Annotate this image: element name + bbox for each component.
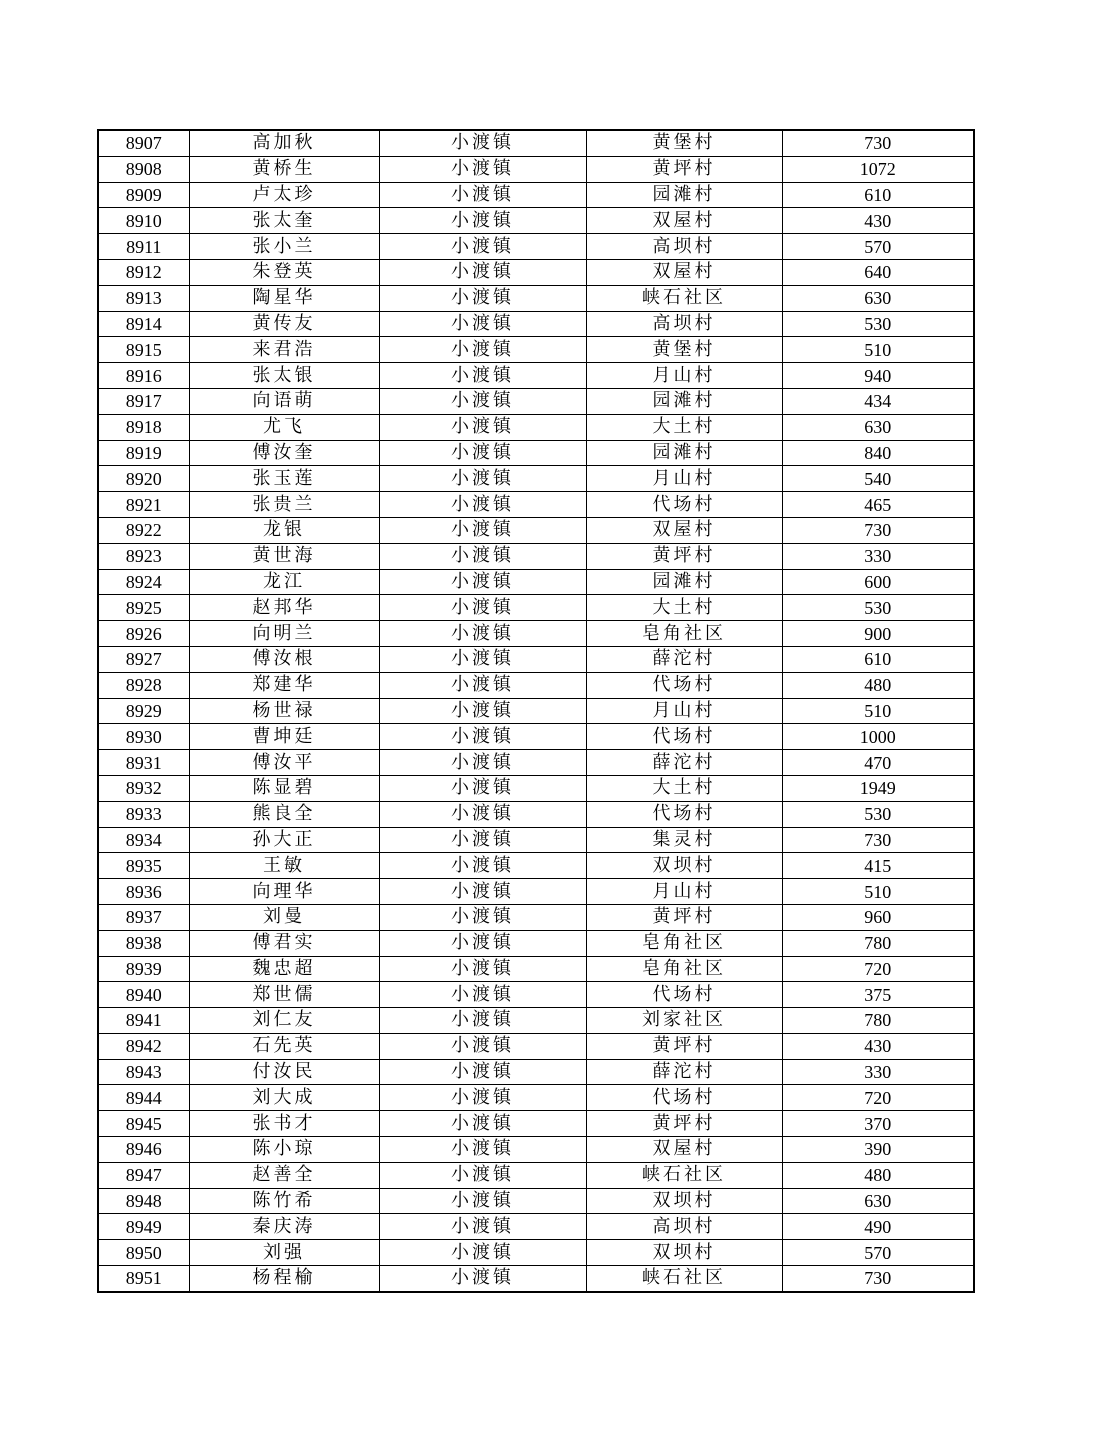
person-name-cell: 刘曼 xyxy=(189,904,379,930)
amount-cell: 960 xyxy=(782,904,974,930)
row-number-cell: 8920 xyxy=(98,466,189,492)
person-name-cell: 傅君实 xyxy=(189,930,379,956)
town-cell: 小渡镇 xyxy=(379,156,586,182)
town-cell: 小渡镇 xyxy=(379,646,586,672)
row-number-cell: 8936 xyxy=(98,879,189,905)
person-name-cell: 孙大正 xyxy=(189,827,379,853)
person-name-cell: 陈小琼 xyxy=(189,1137,379,1163)
row-number-cell: 8925 xyxy=(98,595,189,621)
town-cell: 小渡镇 xyxy=(379,750,586,776)
town-cell: 小渡镇 xyxy=(379,930,586,956)
amount-cell: 1000 xyxy=(782,724,974,750)
amount-cell: 840 xyxy=(782,440,974,466)
person-name-cell: 刘仁友 xyxy=(189,1008,379,1034)
person-name-cell: 曹坤廷 xyxy=(189,724,379,750)
row-number-cell: 8940 xyxy=(98,982,189,1008)
row-number-cell: 8927 xyxy=(98,646,189,672)
town-cell: 小渡镇 xyxy=(379,904,586,930)
village-cell: 代场村 xyxy=(586,492,782,518)
amount-cell: 530 xyxy=(782,595,974,621)
amount-cell: 480 xyxy=(782,672,974,698)
village-cell: 黄堡村 xyxy=(586,337,782,363)
person-name-cell: 张书才 xyxy=(189,1111,379,1137)
table-row xyxy=(98,208,974,234)
town-cell: 小渡镇 xyxy=(379,827,586,853)
village-cell: 薛沱村 xyxy=(586,646,782,672)
table-row xyxy=(98,1059,974,1085)
person-name-cell: 来君浩 xyxy=(189,337,379,363)
amount-cell: 430 xyxy=(782,208,974,234)
table-row xyxy=(98,569,974,595)
town-cell: 小渡镇 xyxy=(379,466,586,492)
amount-cell: 780 xyxy=(782,1008,974,1034)
amount-cell: 730 xyxy=(782,827,974,853)
town-cell: 小渡镇 xyxy=(379,208,586,234)
table-row xyxy=(98,156,974,182)
person-name-cell: 向明兰 xyxy=(189,621,379,647)
person-name-cell: 张太银 xyxy=(189,363,379,389)
village-cell: 代场村 xyxy=(586,672,782,698)
person-name-cell: 傅汝奎 xyxy=(189,440,379,466)
town-cell: 小渡镇 xyxy=(379,1033,586,1059)
amount-cell: 630 xyxy=(782,1188,974,1214)
town-cell: 小渡镇 xyxy=(379,130,586,156)
amount-cell: 1949 xyxy=(782,775,974,801)
person-name-cell: 卢太珍 xyxy=(189,182,379,208)
village-cell: 高坝村 xyxy=(586,311,782,337)
roster-table-body xyxy=(98,130,974,1292)
village-cell: 双坝村 xyxy=(586,1240,782,1266)
town-cell: 小渡镇 xyxy=(379,1240,586,1266)
amount-cell: 630 xyxy=(782,414,974,440)
village-cell: 双屋村 xyxy=(586,259,782,285)
table-row xyxy=(98,543,974,569)
table-row xyxy=(98,827,974,853)
amount-cell: 610 xyxy=(782,182,974,208)
table-row xyxy=(98,1266,974,1292)
row-number-cell: 8918 xyxy=(98,414,189,440)
table-row xyxy=(98,363,974,389)
table-row xyxy=(98,492,974,518)
village-cell: 园滩村 xyxy=(586,182,782,208)
person-name-cell: 张贵兰 xyxy=(189,492,379,518)
row-number-cell: 8916 xyxy=(98,363,189,389)
row-number-cell: 8914 xyxy=(98,311,189,337)
amount-cell: 370 xyxy=(782,1111,974,1137)
person-name-cell: 向理华 xyxy=(189,879,379,905)
amount-cell: 1072 xyxy=(782,156,974,182)
town-cell: 小渡镇 xyxy=(379,879,586,905)
town-cell: 小渡镇 xyxy=(379,337,586,363)
table-row xyxy=(98,750,974,776)
village-cell: 薛沱村 xyxy=(586,750,782,776)
town-cell: 小渡镇 xyxy=(379,621,586,647)
town-cell: 小渡镇 xyxy=(379,1188,586,1214)
table-row xyxy=(98,414,974,440)
person-name-cell: 石先英 xyxy=(189,1033,379,1059)
village-cell: 皂角社区 xyxy=(586,930,782,956)
village-cell: 黄坪村 xyxy=(586,904,782,930)
person-name-cell: 龙银 xyxy=(189,517,379,543)
person-name-cell: 龙江 xyxy=(189,569,379,595)
row-number-cell: 8932 xyxy=(98,775,189,801)
person-name-cell: 高加秋 xyxy=(189,130,379,156)
village-cell: 皂角社区 xyxy=(586,621,782,647)
person-name-cell: 王敏 xyxy=(189,853,379,879)
town-cell: 小渡镇 xyxy=(379,311,586,337)
amount-cell: 490 xyxy=(782,1214,974,1240)
row-number-cell: 8941 xyxy=(98,1008,189,1034)
town-cell: 小渡镇 xyxy=(379,775,586,801)
row-number-cell: 8910 xyxy=(98,208,189,234)
row-number-cell: 8939 xyxy=(98,956,189,982)
town-cell: 小渡镇 xyxy=(379,414,586,440)
amount-cell: 530 xyxy=(782,311,974,337)
village-cell: 大土村 xyxy=(586,775,782,801)
amount-cell: 430 xyxy=(782,1033,974,1059)
row-number-cell: 8922 xyxy=(98,517,189,543)
table-row xyxy=(98,621,974,647)
amount-cell: 330 xyxy=(782,1059,974,1085)
town-cell: 小渡镇 xyxy=(379,1214,586,1240)
amount-cell: 415 xyxy=(782,853,974,879)
town-cell: 小渡镇 xyxy=(379,801,586,827)
roster-table xyxy=(97,129,975,1293)
person-name-cell: 赵善全 xyxy=(189,1162,379,1188)
row-number-cell: 8921 xyxy=(98,492,189,518)
town-cell: 小渡镇 xyxy=(379,672,586,698)
table-row xyxy=(98,285,974,311)
row-number-cell: 8929 xyxy=(98,698,189,724)
town-cell: 小渡镇 xyxy=(379,543,586,569)
town-cell: 小渡镇 xyxy=(379,956,586,982)
row-number-cell: 8951 xyxy=(98,1266,189,1292)
town-cell: 小渡镇 xyxy=(379,388,586,414)
person-name-cell: 张太奎 xyxy=(189,208,379,234)
amount-cell: 720 xyxy=(782,1085,974,1111)
table-row xyxy=(98,1162,974,1188)
village-cell: 双屋村 xyxy=(586,517,782,543)
village-cell: 黄坪村 xyxy=(586,156,782,182)
person-name-cell: 赵邦华 xyxy=(189,595,379,621)
village-cell: 刘家社区 xyxy=(586,1008,782,1034)
village-cell: 双屋村 xyxy=(586,208,782,234)
row-number-cell: 8933 xyxy=(98,801,189,827)
table-row xyxy=(98,1188,974,1214)
row-number-cell: 8950 xyxy=(98,1240,189,1266)
table-row xyxy=(98,517,974,543)
table-row xyxy=(98,440,974,466)
table-row xyxy=(98,801,974,827)
village-cell: 月山村 xyxy=(586,698,782,724)
amount-cell: 480 xyxy=(782,1162,974,1188)
table-row xyxy=(98,1008,974,1034)
town-cell: 小渡镇 xyxy=(379,1059,586,1085)
row-number-cell: 8924 xyxy=(98,569,189,595)
amount-cell: 630 xyxy=(782,285,974,311)
row-number-cell: 8915 xyxy=(98,337,189,363)
row-number-cell: 8942 xyxy=(98,1033,189,1059)
table-row xyxy=(98,259,974,285)
amount-cell: 375 xyxy=(782,982,974,1008)
town-cell: 小渡镇 xyxy=(379,853,586,879)
row-number-cell: 8917 xyxy=(98,388,189,414)
town-cell: 小渡镇 xyxy=(379,440,586,466)
person-name-cell: 黄桥生 xyxy=(189,156,379,182)
person-name-cell: 刘强 xyxy=(189,1240,379,1266)
village-cell: 园滩村 xyxy=(586,388,782,414)
town-cell: 小渡镇 xyxy=(379,724,586,750)
person-name-cell: 郑建华 xyxy=(189,672,379,698)
row-number-cell: 8913 xyxy=(98,285,189,311)
table-row xyxy=(98,1111,974,1137)
person-name-cell: 杨程榆 xyxy=(189,1266,379,1292)
town-cell: 小渡镇 xyxy=(379,259,586,285)
town-cell: 小渡镇 xyxy=(379,1162,586,1188)
amount-cell: 434 xyxy=(782,388,974,414)
table-row xyxy=(98,982,974,1008)
village-cell: 双屋村 xyxy=(586,1137,782,1163)
table-row xyxy=(98,930,974,956)
amount-cell: 540 xyxy=(782,466,974,492)
amount-cell: 390 xyxy=(782,1137,974,1163)
village-cell: 峡石社区 xyxy=(586,285,782,311)
row-number-cell: 8912 xyxy=(98,259,189,285)
table-row xyxy=(98,1240,974,1266)
amount-cell: 570 xyxy=(782,234,974,260)
row-number-cell: 8928 xyxy=(98,672,189,698)
village-cell: 高坝村 xyxy=(586,234,782,260)
village-cell: 代场村 xyxy=(586,982,782,1008)
person-name-cell: 黄传友 xyxy=(189,311,379,337)
village-cell: 园滩村 xyxy=(586,440,782,466)
town-cell: 小渡镇 xyxy=(379,234,586,260)
village-cell: 双坝村 xyxy=(586,853,782,879)
table-row xyxy=(98,853,974,879)
row-number-cell: 8943 xyxy=(98,1059,189,1085)
village-cell: 集灵村 xyxy=(586,827,782,853)
row-number-cell: 8911 xyxy=(98,234,189,260)
table-row xyxy=(98,234,974,260)
amount-cell: 940 xyxy=(782,363,974,389)
person-name-cell: 张玉莲 xyxy=(189,466,379,492)
table-row xyxy=(98,1033,974,1059)
amount-cell: 510 xyxy=(782,337,974,363)
row-number-cell: 8934 xyxy=(98,827,189,853)
town-cell: 小渡镇 xyxy=(379,1137,586,1163)
amount-cell: 465 xyxy=(782,492,974,518)
person-name-cell: 张小兰 xyxy=(189,234,379,260)
row-number-cell: 8945 xyxy=(98,1111,189,1137)
person-name-cell: 郑世儒 xyxy=(189,982,379,1008)
amount-cell: 610 xyxy=(782,646,974,672)
village-cell: 月山村 xyxy=(586,879,782,905)
town-cell: 小渡镇 xyxy=(379,1111,586,1137)
person-name-cell: 秦庆涛 xyxy=(189,1214,379,1240)
person-name-cell: 杨世禄 xyxy=(189,698,379,724)
village-cell: 高坝村 xyxy=(586,1214,782,1240)
row-number-cell: 8926 xyxy=(98,621,189,647)
village-cell: 月山村 xyxy=(586,363,782,389)
person-name-cell: 傅汝根 xyxy=(189,646,379,672)
table-row xyxy=(98,724,974,750)
row-number-cell: 8937 xyxy=(98,904,189,930)
person-name-cell: 熊良全 xyxy=(189,801,379,827)
amount-cell: 780 xyxy=(782,930,974,956)
village-cell: 代场村 xyxy=(586,1085,782,1111)
village-cell: 大土村 xyxy=(586,595,782,621)
amount-cell: 330 xyxy=(782,543,974,569)
row-number-cell: 8938 xyxy=(98,930,189,956)
table-row xyxy=(98,1085,974,1111)
table-row xyxy=(98,1214,974,1240)
village-cell: 峡石社区 xyxy=(586,1162,782,1188)
row-number-cell: 8949 xyxy=(98,1214,189,1240)
table-row xyxy=(98,775,974,801)
amount-cell: 640 xyxy=(782,259,974,285)
table-row xyxy=(98,182,974,208)
row-number-cell: 8944 xyxy=(98,1085,189,1111)
row-number-cell: 8946 xyxy=(98,1137,189,1163)
amount-cell: 600 xyxy=(782,569,974,595)
amount-cell: 730 xyxy=(782,130,974,156)
row-number-cell: 8935 xyxy=(98,853,189,879)
row-number-cell: 8931 xyxy=(98,750,189,776)
village-cell: 月山村 xyxy=(586,466,782,492)
person-name-cell: 向语萌 xyxy=(189,388,379,414)
village-cell: 大土村 xyxy=(586,414,782,440)
person-name-cell: 黄世海 xyxy=(189,543,379,569)
table-row xyxy=(98,672,974,698)
row-number-cell: 8923 xyxy=(98,543,189,569)
table-row xyxy=(98,388,974,414)
village-cell: 薛沱村 xyxy=(586,1059,782,1085)
person-name-cell: 傅汝平 xyxy=(189,750,379,776)
amount-cell: 510 xyxy=(782,698,974,724)
village-cell: 黄坪村 xyxy=(586,1111,782,1137)
table-row xyxy=(98,879,974,905)
town-cell: 小渡镇 xyxy=(379,1008,586,1034)
town-cell: 小渡镇 xyxy=(379,569,586,595)
amount-cell: 530 xyxy=(782,801,974,827)
village-cell: 黄堡村 xyxy=(586,130,782,156)
row-number-cell: 8919 xyxy=(98,440,189,466)
village-cell: 峡石社区 xyxy=(586,1266,782,1292)
village-cell: 双坝村 xyxy=(586,1188,782,1214)
person-name-cell: 陈竹希 xyxy=(189,1188,379,1214)
row-number-cell: 8909 xyxy=(98,182,189,208)
table-row xyxy=(98,646,974,672)
town-cell: 小渡镇 xyxy=(379,982,586,1008)
table-row xyxy=(98,698,974,724)
person-name-cell: 付汝民 xyxy=(189,1059,379,1085)
person-name-cell: 陶星华 xyxy=(189,285,379,311)
row-number-cell: 8907 xyxy=(98,130,189,156)
row-number-cell: 8930 xyxy=(98,724,189,750)
person-name-cell: 陈显碧 xyxy=(189,775,379,801)
village-cell: 皂角社区 xyxy=(586,956,782,982)
village-cell: 代场村 xyxy=(586,801,782,827)
town-cell: 小渡镇 xyxy=(379,285,586,311)
town-cell: 小渡镇 xyxy=(379,182,586,208)
town-cell: 小渡镇 xyxy=(379,492,586,518)
town-cell: 小渡镇 xyxy=(379,698,586,724)
amount-cell: 470 xyxy=(782,750,974,776)
person-name-cell: 朱登英 xyxy=(189,259,379,285)
town-cell: 小渡镇 xyxy=(379,363,586,389)
table-row xyxy=(98,466,974,492)
person-name-cell: 魏忠超 xyxy=(189,956,379,982)
table-row xyxy=(98,904,974,930)
amount-cell: 730 xyxy=(782,1266,974,1292)
row-number-cell: 8908 xyxy=(98,156,189,182)
town-cell: 小渡镇 xyxy=(379,1266,586,1292)
village-cell: 园滩村 xyxy=(586,569,782,595)
town-cell: 小渡镇 xyxy=(379,1085,586,1111)
amount-cell: 510 xyxy=(782,879,974,905)
table-row xyxy=(98,956,974,982)
person-name-cell: 尤飞 xyxy=(189,414,379,440)
town-cell: 小渡镇 xyxy=(379,517,586,543)
amount-cell: 570 xyxy=(782,1240,974,1266)
village-cell: 代场村 xyxy=(586,724,782,750)
table-row xyxy=(98,311,974,337)
table-row xyxy=(98,130,974,156)
village-cell: 黄坪村 xyxy=(586,1033,782,1059)
person-name-cell: 刘大成 xyxy=(189,1085,379,1111)
row-number-cell: 8947 xyxy=(98,1162,189,1188)
town-cell: 小渡镇 xyxy=(379,595,586,621)
amount-cell: 730 xyxy=(782,517,974,543)
table-row xyxy=(98,1137,974,1163)
table-row xyxy=(98,595,974,621)
row-number-cell: 8948 xyxy=(98,1188,189,1214)
village-cell: 黄坪村 xyxy=(586,543,782,569)
amount-cell: 900 xyxy=(782,621,974,647)
amount-cell: 720 xyxy=(782,956,974,982)
table-row xyxy=(98,337,974,363)
